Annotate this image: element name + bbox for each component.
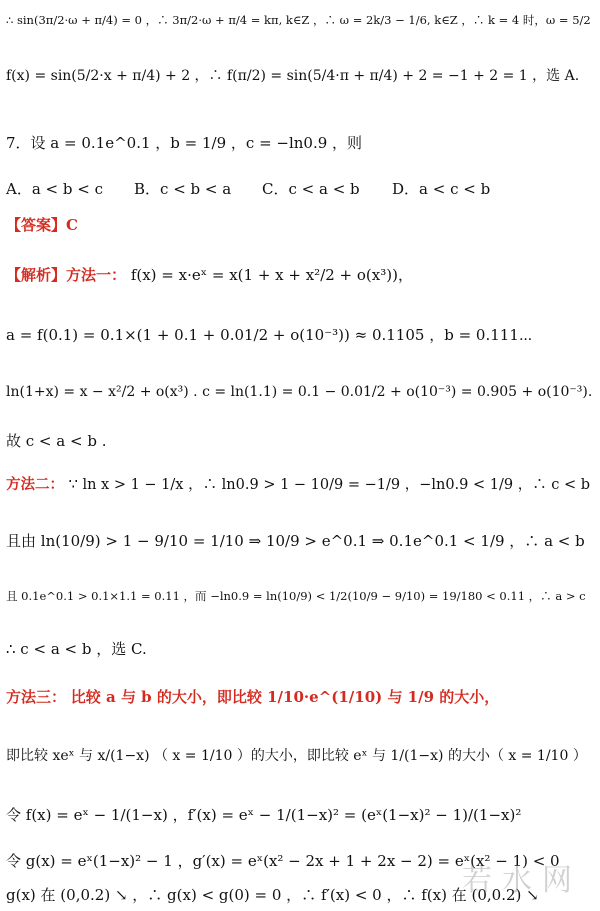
method-3-line-1	[6, 688, 594, 706]
method-1-tag: 方法一：	[66, 266, 127, 284]
method-3-line-5: g(x) 在 (0,0.2) ↘ ，∴ g(x) < g(0) = 0 ，∴ f′(x) < 0 ，∴ f(x) 在 (0,0.2) ↘	[6, 886, 539, 904]
method-2-text-1: ∵ ln x > 1 − 1/x ，∴ ln0.9 > 1 − 10/9 = −1/9 ，−ln0.9 < 1/9 ，∴ c < b	[68, 477, 591, 493]
method-1-line-1	[6, 266, 594, 284]
method-1-line-3: ln(1+x) = x − x²/2 + o(x³) . c = ln(1.1) = 0.1 − 0.01/2 + o(10⁻³) = 0.905 + o(10⁻³).	[6, 384, 593, 400]
solution-line-1: ∴ sin(3π/2·ω + π/4) = 0 ，∴ 3π/2·ω + π/4 = kπ, k∈Z ，∴ ω = 2k/3 − 1/6, k∈Z ，∴ k = 4 时，ω = 5/2	[6, 13, 591, 27]
method-3-line-2: 即比较 xeˣ 与 x/(1−x) （ x = 1/10 ）的大小，即比较 eˣ 与 1/(1−x) 的大小（ x = 1/10 ）	[6, 748, 587, 764]
method-2-line-3: 且 0.1e^0.1 > 0.1×1.1 = 0.11 ，而 −ln0.9 = ln(10/9) < 1/2(10/9 − 9/10) = 19/180 < 0.11 ，∴ a > c	[6, 589, 586, 603]
analysis-tag: 【解析】	[6, 266, 67, 284]
method-3-tag: 方法三：	[6, 688, 67, 706]
method-2-tag: 方法二：	[6, 476, 64, 493]
option-b: B．c < b < a	[134, 180, 232, 198]
method-1-line-2: a = f(0.1) = 0.1×(1 + 0.1 + 0.01/2 + o(10⁻³)) ≈ 0.1105 ，b = 0.111⋯	[6, 326, 533, 344]
method-1-line-4: 故 c < a < b .	[6, 432, 107, 450]
option-a: A．a < b < c	[6, 180, 103, 198]
method-2-line-2: 且由 ln(10/9) > 1 − 9/10 = 1/10 ⇒ 10/9 > e^0.1 ⇒ 0.1e^0.1 < 1/9 ，∴ a < b	[6, 532, 585, 550]
method-3-line-4: 令 g(x) = eˣ(1−x)² − 1 ，g′(x) = eˣ(x² − 2x + 1 + 2x − 2) = eˣ(x² − 1) < 0	[6, 852, 560, 870]
method-1-text-1: f(x) = x·eˣ = x(1 + x + x²/2 + o(x³))，	[130, 266, 413, 284]
answer-tag: 【答案】	[6, 216, 67, 234]
method-3-line-3: 令 f(x) = eˣ − 1/(1−x) ，f′(x) = eˣ − 1/(1−x)² = (eˣ(1−x)² − 1)/(1−x)²	[6, 806, 522, 824]
method-3-text-1: 比较 a 与 b 的大小，即比较 1/10·e^(1/10) 与 1/9 的大小，	[70, 688, 500, 706]
question-7: 7．设 a = 0.1e^0.1 ，b = 1/9 ，c = −ln0.9 ，则	[6, 134, 363, 152]
watermark-logo: 若水网	[462, 863, 582, 898]
answer-value: C	[66, 216, 78, 234]
solution-line-2: f(x) = sin(5/2·x + π/4) + 2 ，∴ f(π/2) = sin(5/4·π + π/4) + 2 = −1 + 2 = 1 ，选 A.	[6, 68, 580, 84]
option-c: C．c < a < b	[262, 180, 360, 198]
option-d: D．a < c < b	[392, 180, 491, 198]
method-2-line-4: ∴ c < a < b ，选 C.	[6, 640, 147, 658]
answer-line	[6, 216, 594, 234]
method-2-line-1	[6, 476, 594, 494]
